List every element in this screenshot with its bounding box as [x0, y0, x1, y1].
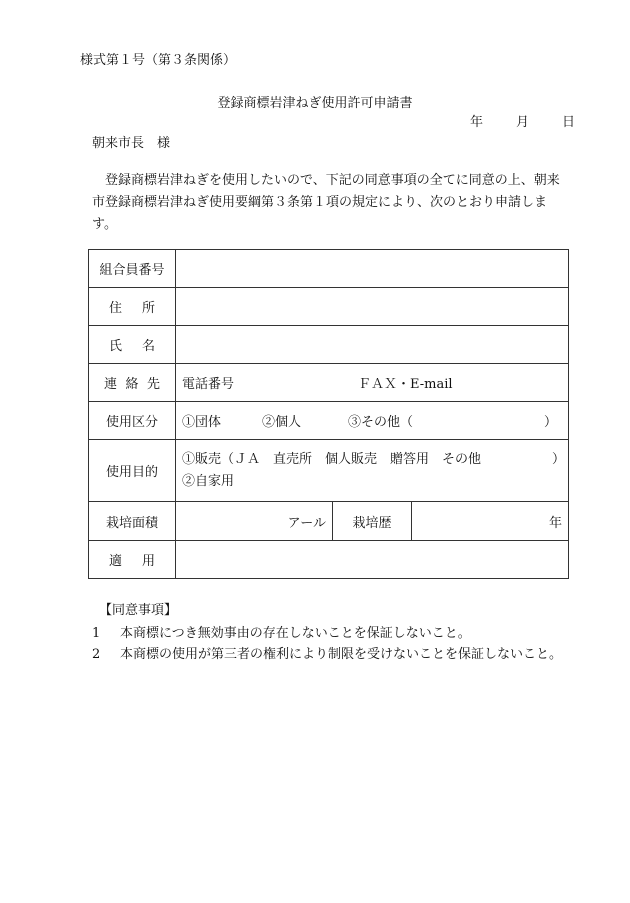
agreement-text: 本商標につき無効事由の存在しないことを保証しないこと。 — [120, 626, 471, 641]
address-label-char: 住 — [109, 301, 123, 316]
usage-option-other[interactable]: ③その他（ — [348, 415, 414, 430]
cultivation-experience-label: 栽培歴 — [333, 502, 412, 540]
application-form-table — [88, 249, 569, 579]
member-number-row — [89, 250, 569, 288]
intro-paragraph — [92, 170, 582, 236]
agreement-item — [92, 622, 471, 641]
agreement-text: 本商標の使用が第三者の権利により制限を受けないことを保証しないこと。 — [120, 647, 563, 662]
contact-field[interactable] — [176, 364, 569, 402]
contact-label-char: 先 — [146, 377, 160, 392]
cultivation-fields — [176, 502, 569, 541]
usage-category-row — [89, 402, 569, 440]
remarks-label-char: 用 — [141, 554, 155, 569]
usage-option-other-close: ） — [544, 415, 558, 430]
phone-label: 電話番号 — [182, 377, 235, 392]
date-month: 月 — [515, 115, 529, 130]
intro-line: す。 — [92, 217, 117, 232]
agreement-number: 2 — [92, 647, 101, 662]
usage-purpose-field[interactable] — [176, 440, 569, 502]
form-number: 様式第１号（第３条関係） — [80, 53, 237, 68]
name-label-char: 氏 — [109, 339, 123, 354]
name-field[interactable] — [176, 326, 569, 364]
member-number-field[interactable] — [176, 250, 569, 288]
date-day: 日 — [561, 115, 575, 130]
member-number-label: 組合員番号 — [89, 250, 176, 288]
contact-row — [89, 364, 569, 402]
remarks-row — [89, 541, 569, 579]
addressee: 朝来市長 様 — [92, 136, 171, 151]
address-row — [89, 288, 569, 326]
cultivation-row — [89, 502, 569, 541]
usage-category-field[interactable] — [176, 402, 569, 440]
agreement-item — [92, 643, 562, 662]
agreements-heading: 【同意事項】 — [99, 603, 178, 618]
cultivation-area-label: 栽培面積 — [89, 502, 176, 541]
contact-label-char: 連 — [104, 377, 118, 392]
usage-purpose-label: 使用目的 — [89, 440, 176, 502]
date-year: 年 — [470, 115, 484, 130]
usage-category-label: 使用区分 — [89, 402, 176, 440]
date-line — [470, 111, 575, 130]
cultivation-area-unit: アール — [287, 515, 326, 531]
name-label — [89, 326, 176, 364]
remarks-field[interactable] — [176, 541, 569, 579]
intro-line: 登録商標岩津ねぎを使用したいので、下記の同意事項の全てに同意の上、朝来 — [105, 173, 560, 188]
usage-purpose-sales-close: ） — [552, 451, 566, 467]
usage-option-individual[interactable]: ②個人 — [262, 415, 302, 430]
cultivation-experience-field[interactable] — [412, 502, 568, 540]
fax-email-label: ＦＡＸ・E-mail — [358, 377, 453, 392]
address-field[interactable] — [176, 288, 569, 326]
usage-purpose-home[interactable]: ②自家用 — [182, 473, 235, 489]
name-row — [89, 326, 569, 364]
contact-label-char: 絡 — [125, 377, 139, 392]
agreement-number: 1 — [92, 626, 101, 641]
remarks-label-char: 適 — [109, 554, 123, 569]
cultivation-experience-unit: 年 — [548, 515, 562, 531]
cultivation-area-field[interactable] — [176, 502, 333, 540]
remarks-label — [89, 541, 176, 579]
address-label-char: 所 — [141, 301, 155, 316]
intro-line: 市登録商標岩津ねぎ使用要綱第３条第１項の規定により、次のとおり申請しま — [92, 195, 548, 210]
usage-purpose-sales[interactable]: ①販売（ＪＡ 直売所 個人販売 贈答用 その他 — [182, 451, 482, 467]
name-label-char: 名 — [141, 339, 155, 354]
address-label — [89, 288, 176, 326]
contact-label — [89, 364, 176, 402]
usage-option-group[interactable]: ①団体 — [182, 415, 222, 430]
document-title: 登録商標岩津ねぎ使用許可申請書 — [217, 96, 413, 111]
usage-purpose-row — [89, 440, 569, 502]
